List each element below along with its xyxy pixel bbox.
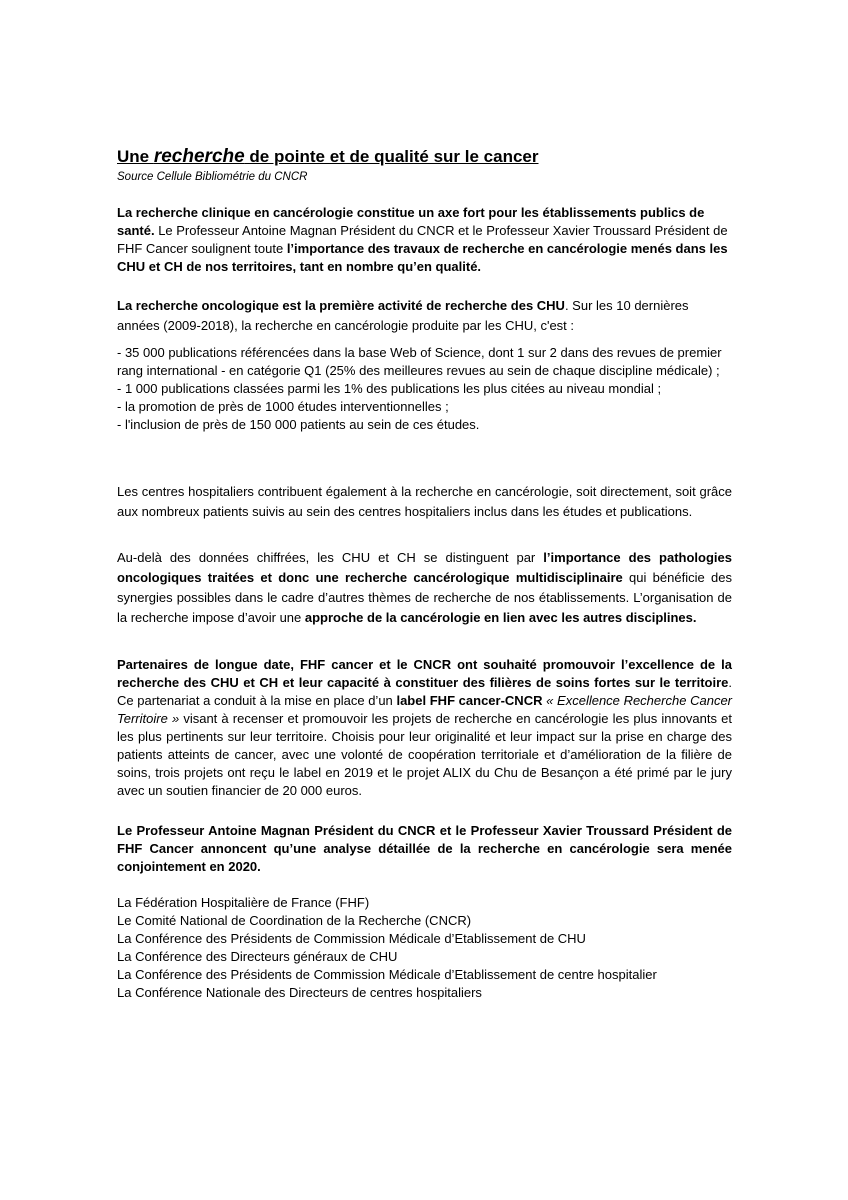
partner-text-1: . Ce partenariat a conduit à la mise en place d’un [117,675,732,708]
list-item: - l'inclusion de près de 150 000 patients au sein de ces études. [117,417,480,432]
partner-text-2: visant à recenser et promouvoir les projets de recherche en cancérologie les plus innovants et les plus pertinents sur leur territoire. Choisis pour leur originalité et leur impact sur la prise en charge des patients atteints de cancer, avec une volonté de coopération territoriale et d’amélioration de la filière de soins, trois projets ont reçu le label en 2019 et le projet ALIX du Chu de Besançon a été primé par le jury avec un soutien financier de 20 000 euros. [117,711,732,798]
intro-text-1: Le Professeur Antoine Magnan Président du CNCR et le Professeur Xavier Troussard Président de FHF Cancer soulignent toute [117,223,728,256]
list-item: - 35 000 publications référencées dans la base Web of Science, dont 1 sur 2 dans des revues de premier rang international - en catégorie Q1 (25% des meilleures revues au sein de chaque discipline médicale) ; [117,345,722,378]
signatory: La Conférence des Présidents de Commission Médicale d’Etablissement de centre hospitalier [117,967,657,982]
multi-text-2: qui bénéficie des synergies possibles dans le cadre d’autres thèmes de recherche de nos établissements. L’organisation de la recherche impose d’avoir une [117,570,732,625]
list-item: - la promotion de près de 1000 études interventionnelles ; [117,399,449,414]
partner-bold-1: Partenaires de longue date, FHF cancer et le CNCR ont souhaité promouvoir l’excellence de la recherche des CHU et CH et leur capacité à constituer des filières de soins fortes sur le territoire [117,657,732,690]
intro-bold-1: La recherche clinique en cancérologie constitue un axe fort pour les établissements publics de santé. [117,205,705,238]
announcement-paragraph: Le Professeur Antoine Magnan Président du CNCR et le Professeur Xavier Troussard Président de FHF Cancer annoncent qu’une analyse détaillée de la recherche en cancérologie sera menée conjointement en 2020. [117,823,732,874]
multi-bold-2: approche de la cancérologie en lien avec les autres disciplines. [304,610,697,625]
multi-bold-1: l’importance des pathologies oncologiques traitées et donc une recherche cancérologique multidisciplinaire [117,550,733,585]
label-name: label FHF cancer-CNCR [396,693,543,708]
signatory: La Conférence des Présidents de Commission Médicale d’Etablissement de CHU [117,931,586,946]
intro-bold-2: l’importance des travaux de recherche en cancérologie menés dans les CHU et CH de nos territoires, tant en nombre qu’en qualité. [117,241,728,274]
partnership-paragraph [117,656,732,800]
research-paragraph [117,296,732,336]
multi-text-1: Au-delà des données chiffrées, les CHU et CH se distinguent par [117,550,544,565]
hospital-paragraph: Les centres hospitaliers contribuent également à la recherche en cancérologie, soit directement, soit grâce aux nombreux patients suivis au sein des centres hospitaliers inclus dans les études et publications. [117,484,732,519]
signatory: Le Comité National de Coordination de la Recherche (CNCR) [117,913,472,928]
signatories-list [117,894,732,1002]
title-suffix: de pointe et de qualité sur le cancer [244,147,539,166]
list-item: - 1 000 publications classées parmi les 1% des publications les plus citées au niveau mondial ; [117,381,662,396]
title-prefix: Une [117,147,154,166]
label-title: « Excellence Recherche Cancer Territoire » [117,693,733,726]
page-title [117,146,737,168]
signatory: La Conférence Nationale des Directeurs de centres hospitaliers [117,985,482,1000]
research-bold: La recherche oncologique est la première activité de recherche des CHU [117,298,565,313]
multidisciplinary-paragraph [117,548,732,628]
signatory: La Fédération Hospitalière de France (FHF) [117,895,370,910]
title-emphasis: recherche [153,146,245,167]
figures-list [117,344,732,434]
intro-paragraph [117,204,732,276]
signatory: La Conférence des Directeurs généraux de CHU [117,949,398,964]
research-text: . Sur les 10 dernières années (2009-2018), la recherche en cancérologie produite par les CHU, c'est : [117,298,689,333]
source-line: Source Cellule Bibliométrie du CNCR [117,171,308,183]
